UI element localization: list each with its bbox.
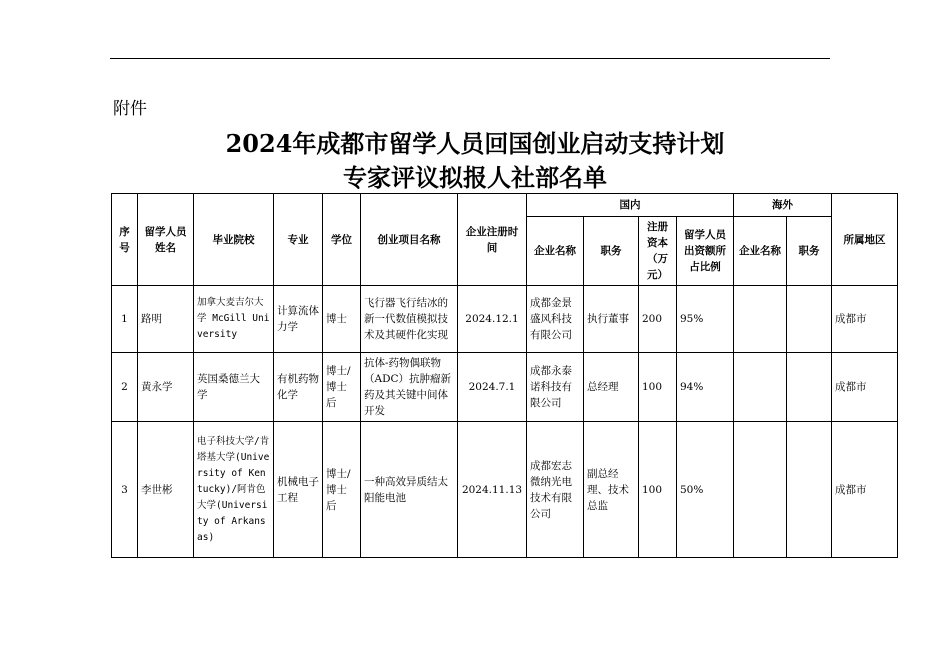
cell-position: 总经理 xyxy=(584,353,639,422)
cell-position: 副总经理、技术总监 xyxy=(584,422,639,558)
cell-school: 英国桑德兰大学 xyxy=(194,353,274,422)
cell-company: 成都宏志微纳光电技术有限公司 xyxy=(527,422,584,558)
cell-seq: 2 xyxy=(112,353,138,422)
cell-degree: 博士/博士后 xyxy=(323,353,361,422)
col-header-seq: 序号 xyxy=(112,194,138,286)
cell-overseas-company xyxy=(734,422,787,558)
cell-region: 成都市 xyxy=(832,353,898,422)
table-row xyxy=(112,353,898,422)
roster-table xyxy=(111,193,898,558)
document-subtitle: 专家评议拟报人社部名单 xyxy=(343,163,607,192)
cell-overseas-position xyxy=(787,286,832,353)
col-header-ratio: 留学人员出资额所占比例 xyxy=(677,217,734,286)
cell-overseas-company xyxy=(734,286,787,353)
col-header-project: 创业项目名称 xyxy=(361,194,458,286)
cell-overseas-position xyxy=(787,422,832,558)
header-rule xyxy=(110,58,830,59)
col-group-overseas: 海外 xyxy=(734,194,832,217)
cell-seq: 3 xyxy=(112,422,138,558)
cell-major: 计算流体力学 xyxy=(274,286,323,353)
col-header-reg-time: 企业注册时间 xyxy=(458,194,527,286)
col-header-school: 毕业院校 xyxy=(194,194,274,286)
cell-name: 路明 xyxy=(138,286,194,353)
cell-ratio: 50% xyxy=(677,422,734,558)
table-row xyxy=(112,286,898,353)
cell-degree: 博士 xyxy=(323,286,361,353)
col-header-company: 企业名称 xyxy=(527,217,584,286)
col-header-overseas-company: 企业名称 xyxy=(734,217,787,286)
attachment-label: 附件 xyxy=(113,99,147,119)
cell-project: 抗体-药物偶联物（ADC）抗肿瘤新药及其关键中间体开发 xyxy=(361,353,458,422)
cell-reg-time: 2024.7.1 xyxy=(458,353,527,422)
cell-major: 机械电子工程 xyxy=(274,422,323,558)
cell-position: 执行董事 xyxy=(584,286,639,353)
document-title: 2024年成都市留学人员回国创业启动支持计划 xyxy=(225,129,725,158)
cell-company: 成都金景盛风科技有限公司 xyxy=(527,286,584,353)
col-header-name: 留学人员姓名 xyxy=(138,194,194,286)
cell-ratio: 95% xyxy=(677,286,734,353)
cell-reg-time: 2024.11.13 xyxy=(458,422,527,558)
cell-major: 有机药物化学 xyxy=(274,353,323,422)
cell-project: 一种高效异质结太阳能电池 xyxy=(361,422,458,558)
col-header-capital: 注册资本（万元） xyxy=(639,217,677,286)
header-row-top xyxy=(112,194,898,217)
col-header-major: 专业 xyxy=(274,194,323,286)
cell-seq: 1 xyxy=(112,286,138,353)
cell-capital: 100 xyxy=(639,353,677,422)
table-row xyxy=(112,422,898,558)
cell-overseas-position xyxy=(787,353,832,422)
cell-region: 成都市 xyxy=(832,286,898,353)
cell-capital: 100 xyxy=(639,422,677,558)
cell-company: 成都永泰诺科技有限公司 xyxy=(527,353,584,422)
cell-capital: 200 xyxy=(639,286,677,353)
cell-school: 加拿大麦吉尔大学 McGill University xyxy=(194,286,274,353)
cell-overseas-company xyxy=(734,353,787,422)
cell-region: 成都市 xyxy=(832,422,898,558)
cell-project: 飞行器飞行结冰的新一代数值模拟技术及其硬件化实现 xyxy=(361,286,458,353)
cell-name: 李世彬 xyxy=(138,422,194,558)
cell-reg-time: 2024.12.1 xyxy=(458,286,527,353)
cell-name: 黄永学 xyxy=(138,353,194,422)
col-header-position: 职务 xyxy=(584,217,639,286)
col-header-overseas-position: 职务 xyxy=(787,217,832,286)
col-header-region: 所属地区 xyxy=(832,194,898,286)
col-header-degree: 学位 xyxy=(323,194,361,286)
cell-degree: 博士/博士后 xyxy=(323,422,361,558)
cell-school: 电子科技大学/肯塔基大学(University of Kentucky)/阿肯色大学(University of Arkansas) xyxy=(194,422,274,558)
cell-ratio: 94% xyxy=(677,353,734,422)
col-group-domestic: 国内 xyxy=(527,194,734,217)
